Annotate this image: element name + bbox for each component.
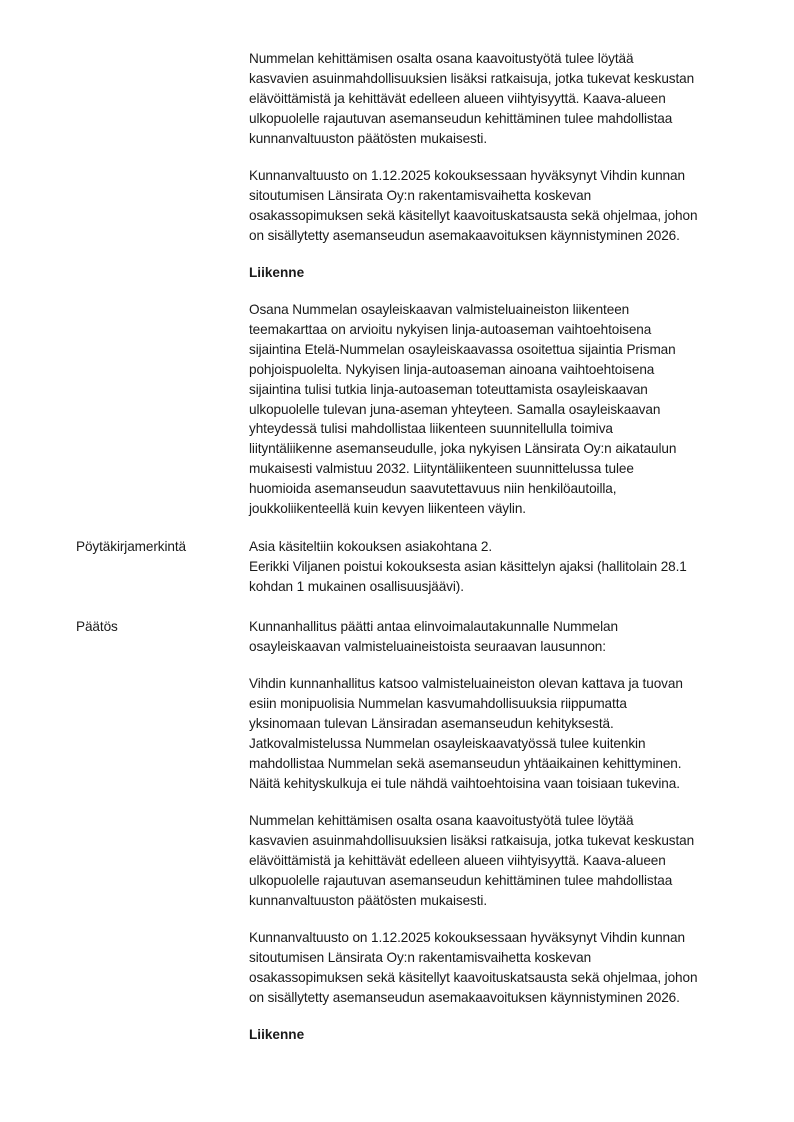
- text-line: mukaisesti valmistuu 2032. Liityntäliikenteen suunnittelussa tulee: [249, 461, 634, 477]
- text-line: sijaintina Etelä-Nummelan osayleiskaavassa osoitettua sijaintia Prisman: [249, 341, 676, 357]
- text-line: osakassopimuksen sekä käsitellyt kaavoituskatsausta sekä ohjelmaa, johon: [249, 207, 698, 223]
- text-line: teemakarttaa on arvioitu nykyisen linja-autoaseman vaihtoehtoisena: [249, 321, 652, 337]
- decision-label: Päätös: [76, 619, 118, 634]
- text-line: esiin monipuolisia Nummelan kasvumahdollisuuksia riippumatta: [249, 695, 627, 711]
- text-line: elävöittämistä ja kehittävät edelleen alueen viihtyisyyttä. Kaava-alueen: [249, 852, 666, 868]
- text-line: Kunnanhallitus päätti antaa elinvoimalautakunnalle Nummelan: [249, 619, 618, 634]
- text-line: ulkopuolelle tulevan juna-aseman yhteyteen. Samalla osayleiskaavan: [249, 401, 661, 417]
- text-line: kasvavien asuinmahdollisuuksien lisäksi ratkaisuja, jotka tukevat keskustan: [249, 832, 695, 848]
- text-line: Asia käsiteltiin kokouksen asiakohtana 2.: [249, 539, 492, 554]
- text-line: kohdan 1 mukainen osallisuusjäävi).: [249, 578, 464, 594]
- text-line: huomioida asemanseudun saavutettavuus niin henkilöautoilla,: [249, 481, 617, 497]
- paragraph-council-decision: [249, 166, 769, 246]
- text-line: Nummelan kehittämisen osalta osana kaavoitustyötä tulee löytää: [249, 51, 634, 66]
- paragraph-traffic: [249, 300, 769, 519]
- decision-text: [249, 617, 769, 657]
- minutes-note-text: [249, 537, 769, 597]
- text-line: Osana Nummelan osayleiskaavan valmisteluaineiston liikenteen: [249, 302, 630, 317]
- text-line: Kunnanvaltuusto on 1.12.2025 kokouksessaan hyväksynyt Vihdin kunnan: [249, 930, 685, 945]
- text-line: Näitä kehityskulkuja ei tule nähdä vaihtoehtoisina vaan toisiaan tukevina.: [249, 775, 680, 791]
- minutes-note-label: Pöytäkirjamerkintä: [76, 539, 187, 554]
- text-line: elävöittämistä ja kehittävät edelleen alueen viihtyisyyttä. Kaava-alueen: [249, 90, 666, 106]
- paragraph-development: [249, 49, 769, 149]
- text-line: Nummelan kehittämisen osalta osana kaavoitustyötä tulee löytää: [249, 813, 634, 828]
- text-line: yhteydessä tulisi mahdollistaa liikenteen suunnitellulla toimiva: [249, 421, 613, 437]
- paragraph-council-decision-repeat: [249, 928, 769, 1008]
- text-line: kunnanvaltuuston päätösten mukaisesti.: [249, 892, 488, 908]
- text-line: ulkopuolelle rajautuvan asemanseudun kehittäminen tulee mahdollistaa: [249, 110, 673, 126]
- text-line: on sisällytetty asemanseudun asemakaavoituksen käynnistyminen 2026.: [249, 989, 680, 1005]
- text-line: sijaintina tulisi tutkia linja-autoaseman toteuttamista osayleiskaavan: [249, 381, 648, 397]
- text-line: Jatkovalmistelussa Nummelan osayleiskaavatyössä tulee kuitenkin: [249, 735, 646, 751]
- text-line: joukkoliikenteellä kuin kevyen liikenteen väylin.: [249, 501, 526, 517]
- text-line: sitoutumisen Länsirata Oy:n rakentamisvaihetta koskevan: [249, 187, 592, 203]
- text-line: ulkopuolelle rajautuvan asemanseudun kehittäminen tulee mahdollistaa: [249, 872, 673, 888]
- text-line: osayleiskaavan valmisteluaineistoista seuraavan lausunnon:: [249, 638, 606, 654]
- section-heading-traffic: Liikenne: [249, 265, 305, 280]
- text-line: mahdollistaa Nummelan sekä asemanseudun yhtäaikainen kehittyminen.: [249, 755, 682, 771]
- text-line: on sisällytetty asemanseudun asemakaavoituksen käynnistyminen 2026.: [249, 227, 680, 243]
- text-line: Vihdin kunnanhallitus katsoo valmisteluaineiston olevan kattava ja tuovan: [249, 676, 683, 691]
- text-line: kunnanvaltuuston päätösten mukaisesti.: [249, 130, 488, 146]
- text-line: liityntäliikenne asemanseudulle, joka nykyisen Länsirata Oy:n aikataulun: [249, 441, 677, 457]
- text-line: osakassopimuksen sekä käsitellyt kaavoituskatsausta sekä ohjelmaa, johon: [249, 969, 698, 985]
- text-line: Eerikki Viljanen poistui kokouksesta asian käsittelyn ajaksi (hallitolain 28.1: [249, 558, 687, 574]
- text-line: sitoutumisen Länsirata Oy:n rakentamisvaihetta koskevan: [249, 949, 592, 965]
- text-line: pohjoispuolelta. Nykyisen linja-autoaseman ainoana vaihtoehtoisena: [249, 361, 655, 377]
- text-line: Kunnanvaltuusto on 1.12.2025 kokouksessaan hyväksynyt Vihdin kunnan: [249, 168, 685, 183]
- section-heading-traffic-repeat: Liikenne: [249, 1027, 305, 1042]
- text-line: yksinomaan tulevan Länsiradan asemanseudun kehityksestä.: [249, 715, 614, 731]
- paragraph-development-repeat: [249, 811, 769, 911]
- text-line: kasvavien asuinmahdollisuuksien lisäksi ratkaisuja, jotka tukevat keskustan: [249, 70, 695, 86]
- paragraph-statement: [249, 674, 769, 793]
